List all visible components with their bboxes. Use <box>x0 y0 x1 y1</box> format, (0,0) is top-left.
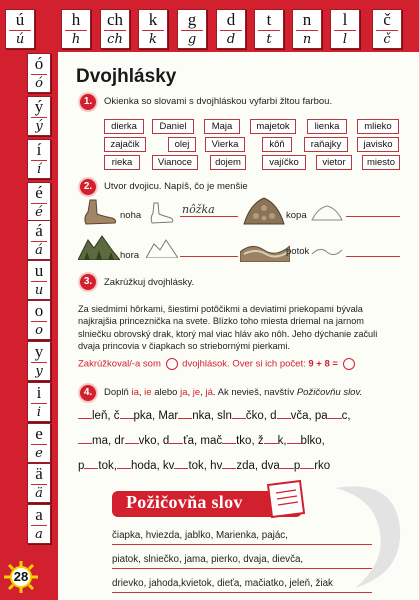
lending-rule <box>112 544 372 545</box>
pair-right-word: potok <box>286 246 310 257</box>
word-chip[interactable]: Vierka <box>205 137 245 152</box>
word-chip[interactable]: zajačik <box>104 137 146 152</box>
page-number: 28 <box>13 569 29 584</box>
exercise-number-1: 1. <box>80 94 96 110</box>
count-answer-circle[interactable] <box>166 358 178 370</box>
fill-blank[interactable] <box>125 433 139 444</box>
fill-blank[interactable] <box>174 458 188 469</box>
word-chip[interactable]: majetok <box>250 119 296 134</box>
fill-row-1: leň, č pka, Mar nka, sln čko, d vča, pa c, <box>78 408 351 422</box>
answer-line[interactable] <box>346 256 400 257</box>
word-chip[interactable]: vietor <box>316 155 352 170</box>
letter-card-side: u u <box>27 260 51 300</box>
letter-card-top: t t <box>254 9 284 49</box>
word-chip[interactable]: dierka <box>104 119 144 134</box>
fill-row-2: ma, dr vko, d ťa, mač tko, ž k, blko, <box>78 433 325 447</box>
letter-card-side: y y <box>27 341 51 381</box>
letter-card-top: n n <box>292 9 322 49</box>
letter-card-corner <box>5 9 35 49</box>
letter-card-side: é é <box>27 182 51 222</box>
story-paragraph: Za siedmimi hôrkami, šiestimi potôčikmi a deviatimi priekopami bývala najkrajšia princeznička na svete. Blízko toho miesta driemal na jarnom slniečku obrovský drak, ktorý mal viac hláv ako nôh. Jeho dýchanie začuli dvaja princovia v čiapkach so striebornými pierkami. <box>78 304 378 351</box>
lending-title: Požičovňa slov <box>126 492 243 512</box>
exercise4-instruction: Doplň ia, ie alebo ja, je, já. Ak nevieš, navštív Požičovňu slov. <box>104 387 363 398</box>
word-chip[interactable]: miesto <box>362 155 400 170</box>
exercise3-instruction: Zakrúžkuj dvojhlásky. <box>104 277 195 288</box>
option-ja-long: já <box>205 387 213 398</box>
mountain-icon <box>78 234 120 260</box>
stone-pile-icon <box>242 194 286 226</box>
letter-card-side: ý ý <box>27 96 51 136</box>
fill-blank[interactable] <box>300 458 314 469</box>
letter-card-top: h h <box>61 9 91 49</box>
count-sum: 9 + 8 = <box>308 358 338 370</box>
page-title: Dvojhlásky <box>76 66 177 87</box>
word-chip[interactable]: vajíčko <box>262 155 306 170</box>
option-je: je <box>192 387 201 398</box>
fill-blank[interactable] <box>264 433 278 444</box>
letter-card-top: l l <box>330 9 360 49</box>
option-ie: ie <box>144 387 152 398</box>
fill-blank[interactable] <box>169 433 183 444</box>
fill-blank[interactable] <box>120 408 134 419</box>
word-chip[interactable]: rieka <box>104 155 140 170</box>
letter-card-side: a a <box>27 504 51 544</box>
letter-card-top: d d <box>216 9 246 49</box>
pair-right-word: kopa <box>286 210 307 221</box>
count-check: Over si ich počet: <box>232 358 306 370</box>
word-chip[interactable]: Vianoce <box>152 155 198 170</box>
stream-icon <box>240 232 290 262</box>
fill-blank[interactable] <box>84 458 98 469</box>
word-chip[interactable]: dojem <box>210 155 246 170</box>
letter-card-side: ó ó <box>27 53 51 93</box>
letter-card-side: á á <box>27 220 51 260</box>
option-ja: ja <box>180 387 188 398</box>
letter-card-side: i i <box>27 382 51 422</box>
fill-blank[interactable] <box>117 458 131 469</box>
letter-card-side: e e <box>27 423 51 463</box>
answer-line[interactable] <box>346 216 400 217</box>
foot-icon <box>80 198 118 226</box>
word-chip[interactable]: Maja <box>204 119 240 134</box>
fill-blank[interactable] <box>232 408 246 419</box>
letter-card-top: g g <box>177 9 207 49</box>
page-number-badge <box>2 560 40 594</box>
lending-line: čiapka, hviezda, jablko, Marienka, pajác, <box>112 530 288 541</box>
word-chip[interactable]: olej <box>168 137 196 152</box>
fill-blank[interactable] <box>222 433 236 444</box>
letter-cursive: ú <box>15 32 25 47</box>
letter-card-side: o o <box>27 300 51 340</box>
fill-blank[interactable] <box>78 433 92 444</box>
pair-answer: nôžka <box>182 203 215 216</box>
fill-blank[interactable] <box>222 458 236 469</box>
notebook-icon <box>262 479 308 519</box>
small-pile-icon <box>310 202 344 222</box>
letter-card-side: ä ä <box>27 463 51 503</box>
fill-blank[interactable] <box>78 408 92 419</box>
count-prefix: Zakrúžkoval/-a som <box>78 358 161 370</box>
letter-card-top: č č <box>372 9 402 49</box>
word-chip[interactable]: raňajky <box>304 137 348 152</box>
letter-card-top: k k <box>138 9 168 49</box>
fill-blank[interactable] <box>277 408 291 419</box>
lending-rule <box>112 592 372 593</box>
word-chip[interactable]: lienka <box>307 119 347 134</box>
count-middle: dvojhlások. <box>182 358 230 370</box>
count-line <box>78 358 357 370</box>
lending-line: piatok, slniečko, jama, pierko, dvaja, dievča, <box>112 554 304 565</box>
letter-print: ú <box>15 10 25 29</box>
lending-reference: Požičovňu slov. <box>296 387 363 398</box>
exercise1-instruction: Okienka so slovami s dvojhláskou vyfarbi žltou farbou. <box>104 96 333 107</box>
answer-line[interactable] <box>180 216 238 217</box>
word-chip[interactable]: Daniel <box>152 119 194 134</box>
answer-line[interactable] <box>180 256 238 257</box>
fill-blank[interactable] <box>178 408 192 419</box>
option-ia: ia <box>131 387 139 398</box>
letter-card-side: í í <box>27 139 51 179</box>
sum-answer-circle[interactable] <box>343 358 355 370</box>
small-stream-icon <box>310 242 344 260</box>
exercise-number-2: 2. <box>80 179 96 195</box>
fill-blank[interactable] <box>280 458 294 469</box>
exercise-number-3: 3. <box>80 274 96 290</box>
lending-line: drievko, jahoda,kvietok, dieťa, mačiatko, jeleň, žiak <box>112 578 333 589</box>
fill-row-3: p tok, hoda, kv tok, hv zda, dva p rko <box>78 460 331 472</box>
exercise2-instruction: Utvor dvojicu. Napíš, čo je menšie <box>104 181 248 192</box>
word-chip[interactable]: mlieko <box>357 119 399 134</box>
pair-left-word: noha <box>120 210 142 221</box>
lending-rule <box>112 568 372 569</box>
word-chip[interactable]: javisko <box>357 137 399 152</box>
exercise-number-4: 4. <box>80 385 96 401</box>
letter-card-top: ch ch <box>100 9 130 49</box>
word-chip[interactable]: kôň <box>262 137 292 152</box>
fill-blank[interactable] <box>287 433 301 444</box>
fill-blank[interactable] <box>328 408 342 419</box>
pair-left-word: hora <box>120 250 140 261</box>
small-foot-icon <box>146 201 176 225</box>
small-mountain-icon <box>146 238 178 258</box>
